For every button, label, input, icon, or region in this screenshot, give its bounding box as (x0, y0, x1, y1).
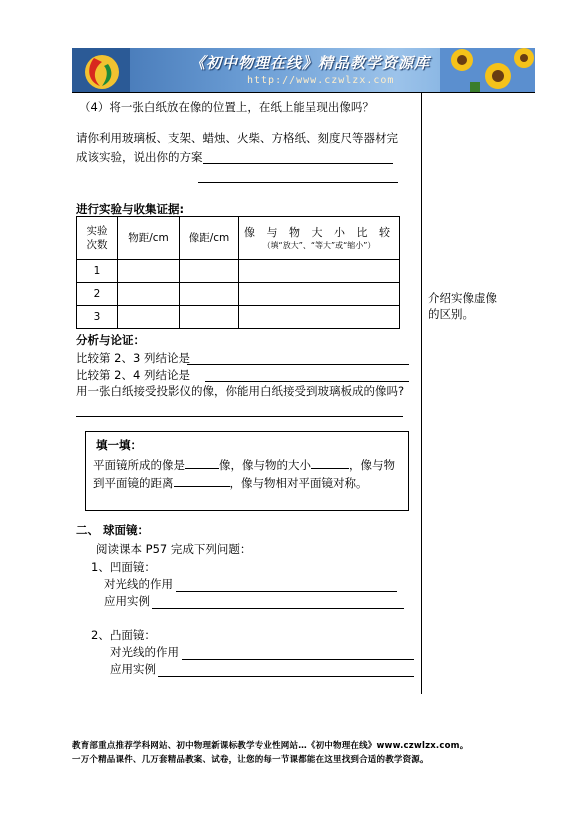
header-object-distance: 物距/cm (118, 217, 180, 260)
header-trial-line-1: 实验 (86, 225, 108, 237)
size-compare-cell[interactable] (239, 283, 400, 306)
table-row (77, 306, 400, 329)
header-trial (77, 217, 118, 260)
analysis-answer-line[interactable] (76, 416, 403, 417)
header-size-compare-title: 像 与 物 大 小 比 较 (244, 225, 394, 239)
section-2-intro: 阅读课本 P57 完成下列问题： (96, 542, 252, 556)
section-2-heading: 二、 球面镜： (76, 523, 150, 537)
fill-box-line-1 (93, 458, 395, 472)
header-size-compare-note: （填“放大”、“等大”或“缩小”） (262, 240, 376, 250)
size-compare-cell[interactable] (239, 260, 400, 283)
image-distance-cell[interactable] (180, 260, 239, 283)
trial-number: 2 (77, 283, 118, 306)
concave-heading: 1、凹面镜： (91, 560, 156, 574)
header-image-distance: 像距/cm (180, 217, 239, 260)
trial-number: 3 (77, 306, 118, 329)
experiment-heading: 进行实验与收集证据: (76, 202, 185, 216)
object-distance-cell[interactable] (118, 260, 180, 283)
compare-24-answer-line[interactable] (205, 381, 409, 382)
size-compare-cell[interactable] (239, 306, 400, 329)
fill-line-2-part-a: 到平面镜的距离 (93, 476, 174, 490)
side-note-line-2: 的区别。 (428, 307, 474, 321)
concave-examples-answer-line[interactable] (152, 608, 404, 609)
fill-box-line-2 (93, 476, 368, 490)
plan-line-1: 请你利用玻璃板、支架、蜡烛、火柴、方格纸、刻度尺等器材完 (76, 131, 398, 145)
compare-23-answer-line[interactable] (187, 364, 409, 365)
experiment-table (76, 216, 400, 329)
analysis-compare-24: 比较第 2、4 列结论是 (76, 368, 190, 382)
question-4: （4）将一张白纸放在像的位置上，在纸上能呈现出像吗？ (79, 100, 374, 114)
analysis-heading: 分析与论证： (76, 333, 145, 347)
analysis-question: 用一张白纸接受投影仪的像，你能用白纸接受到玻璃板成的像吗? (76, 384, 405, 398)
sunflower-icon (440, 48, 535, 92)
fill-box-heading: 填一填： (96, 438, 142, 452)
side-column-divider (421, 92, 422, 694)
fill-line-1-part-c: ，像与物 (349, 458, 395, 472)
footer-line-2: 一万个精品课件、几万套精品教案、试卷，让您的每一节课都能在这里找到合适的教学资源。 (72, 755, 429, 765)
fill-line-1-part-a: 平面镜所成的像是 (93, 458, 185, 472)
concave-examples-label: 应用实例 (104, 594, 150, 608)
image-size-blank[interactable] (311, 458, 349, 469)
header-rule (72, 92, 535, 93)
plan-line-2: 成该实验，说出你的方案 (76, 150, 203, 164)
image-distance-cell[interactable] (180, 283, 239, 306)
convex-effect-answer-line[interactable] (182, 659, 414, 660)
analysis-compare-23: 比较第 2、3 列结论是 (76, 351, 190, 365)
side-note-line-1: 介绍实像虚像 (428, 291, 497, 305)
trial-number: 1 (77, 260, 118, 283)
image-distance-cell[interactable] (180, 306, 239, 329)
table-row (77, 283, 400, 306)
plan-answer-line-1[interactable] (203, 163, 393, 164)
header-trial-line-2: 次数 (86, 239, 108, 251)
object-distance-cell[interactable] (118, 283, 180, 306)
object-distance-cell[interactable] (118, 306, 180, 329)
convex-heading: 2、凸面镜： (91, 628, 156, 642)
image-type-blank[interactable] (185, 458, 219, 469)
convex-examples-answer-line[interactable] (158, 676, 414, 677)
site-logo-icon (72, 48, 130, 92)
fill-line-1-part-b: 像，像与物的大小 (219, 458, 311, 472)
fill-line-2-part-b: ，像与物相对平面镜对称。 (229, 476, 368, 490)
concave-effect-answer-line[interactable] (176, 591, 397, 592)
banner-url[interactable]: http://www.czwlzx.com (247, 75, 395, 86)
plan-answer-line-2[interactable] (198, 182, 398, 183)
footer-line-1: 教育部重点推荐学科网站、初中物理新课标教学专业性网站…《初中物理在线》www.czwlzx.com。 (72, 741, 469, 751)
concave-effect-label: 对光线的作用 (104, 577, 173, 591)
banner-title: 《初中物理在线》精品教学资源库 (190, 54, 431, 72)
convex-examples-label: 应用实例 (110, 662, 156, 676)
table-row (77, 260, 400, 283)
distance-blank[interactable] (174, 476, 230, 487)
header-size-compare (239, 217, 400, 260)
convex-effect-label: 对光线的作用 (110, 645, 179, 659)
header-banner (72, 48, 535, 92)
